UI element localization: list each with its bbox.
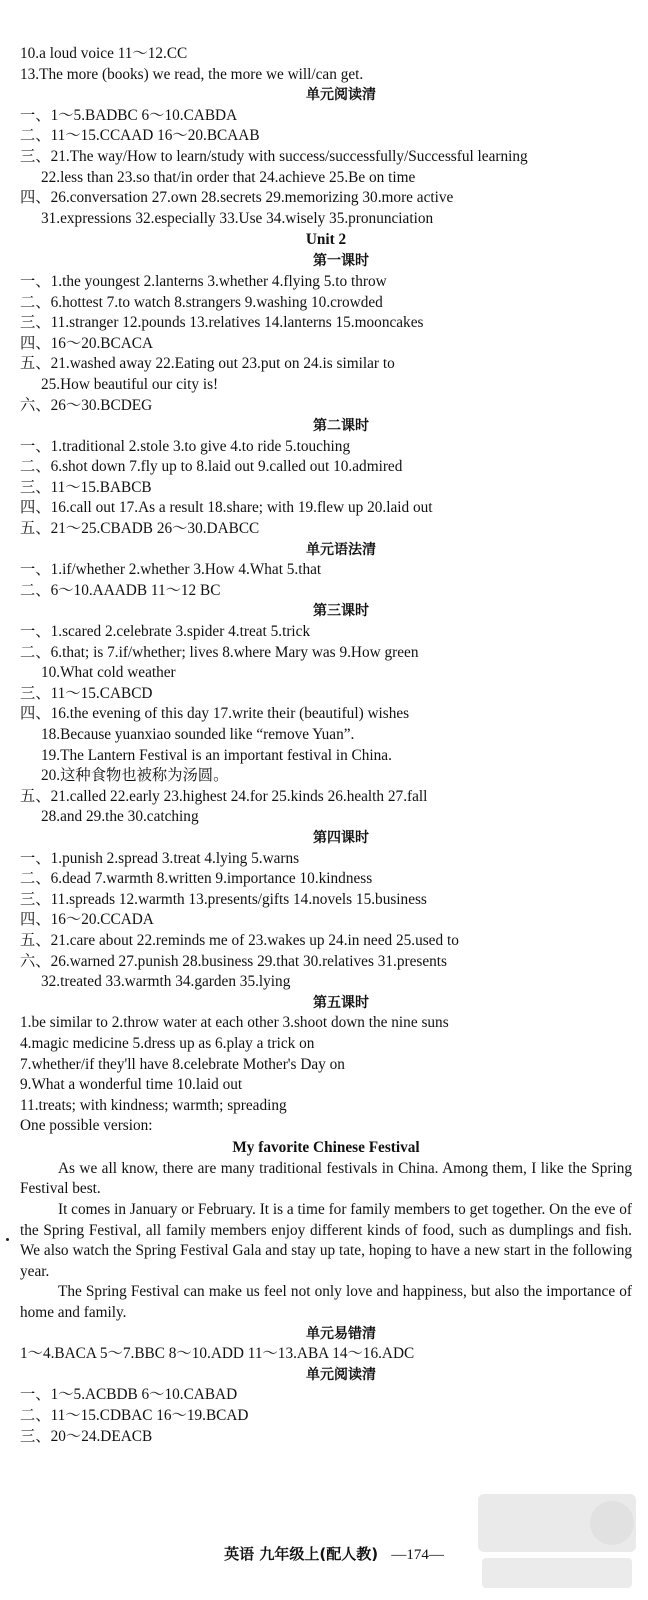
reading2-line: 一、1～5.ACBDB 6～10.CABAD <box>20 1386 238 1404</box>
reading2-title: 单元阅读清 <box>306 1366 376 1383</box>
answer-lines-top <box>20 44 632 85</box>
lesson4-line: 六、26.warned 27.punish 28.business 29.that 30.relatives 31.presents <box>20 952 447 970</box>
reading2-answers <box>20 1385 632 1447</box>
lesson3-line: 10.What cold weather <box>41 664 176 682</box>
lesson4-line: 一、1.punish 2.spread 3.treat 4.lying 5.warns <box>20 849 300 867</box>
lesson1-line: 25.How beautiful our city is! <box>41 375 219 393</box>
page-number: —174— <box>391 1547 444 1563</box>
lesson1-line: 六、26～30.BCDEG <box>20 396 153 414</box>
mistakes-line: 1～4.BACA 5～7.BBC 8～10.ADD 11～13.ABA 14～16.ADC <box>20 1345 415 1363</box>
lesson4-answers <box>20 849 632 993</box>
lesson3-line: 五、21.called 22.early 23.highest 24.for 25.kinds 26.health 27.fall <box>20 787 428 805</box>
mistakes-answers <box>20 1344 632 1365</box>
answer-page <box>20 44 632 1447</box>
footer-label: 英语 九年级上(配人教) <box>224 1545 379 1563</box>
lesson5-line: 4.magic medicine 5.dress up as 6.play a trick on <box>20 1034 315 1052</box>
lesson3-line: 三、11～15.CABCD <box>20 684 153 702</box>
reading2-line: 三、20～24.DEACB <box>20 1427 153 1445</box>
lesson2-line: 二、6.shot down 7.fly up to 8.laid out 9.called out 10.admired <box>20 458 403 476</box>
lesson1-answers <box>20 272 632 416</box>
watermark-logo <box>472 1486 642 1596</box>
unit1-reading-line: 31.expressions 32.especially 33.Use 34.wisely 35.pronunciation <box>41 209 434 227</box>
lesson3-line: 28.and 29.the 30.catching <box>41 808 199 826</box>
grammar-line: 二、6～10.AAADB 11～12 BC <box>20 581 221 599</box>
essay-title: My favorite Chinese Festival <box>232 1138 420 1156</box>
grammar-title: 单元语法清 <box>306 541 376 558</box>
unit1-reading-line: 二、11～15.CCAAD 16～20.BCAAB <box>20 127 260 145</box>
lesson5-answers <box>20 1013 632 1137</box>
lesson2-title: 第二课时 <box>313 418 369 435</box>
lesson1-line: 一、1.the youngest 2.lanterns 3.whether 4.flying 5.to throw <box>20 272 387 290</box>
lesson3-line: 一、1.scared 2.celebrate 3.spider 4.treat 5.trick <box>20 623 311 641</box>
unit1-reading-line: 一、1～5.BADBC 6～10.CABDA <box>20 106 238 124</box>
lesson2-line: 五、21～25.CBADB 26～30.DABCC <box>20 520 260 538</box>
lesson2-answers <box>20 437 632 540</box>
lesson1-line: 三、11.stranger 12.pounds 13.relatives 14.lanterns 15.mooncakes <box>20 314 424 332</box>
grammar-line: 一、1.if/whether 2.whether 3.How 4.What 5.that <box>20 561 322 579</box>
lesson1-title: 第一课时 <box>313 253 369 270</box>
lesson5-line: One possible version: <box>20 1117 153 1135</box>
lesson1-line: 四、16～20.BCACA <box>20 334 154 352</box>
answer-line: 13.The more (books) we read, the more we will/can get. <box>20 65 364 83</box>
grammar-answers <box>20 560 632 601</box>
lesson5-title: 第五课时 <box>313 994 369 1011</box>
lesson5-line: 7.whether/if they'll have 8.celebrate Mother's Day on <box>20 1055 345 1073</box>
lesson4-line: 二、6.dead 7.warmth 8.written 9.importance 10.kindness <box>20 870 373 888</box>
lesson3-line: 19.The Lantern Festival is an important festival in China. <box>41 746 392 764</box>
lesson3-title: 第三课时 <box>313 603 369 620</box>
unit1-reading-line: 22.less than 23.so that/in order that 24.achieve 25.Be on time <box>41 168 416 186</box>
lesson4-line: 四、16～20.CCADA <box>20 911 154 929</box>
lesson4-line: 三、11.spreads 12.warmth 13.presents/gifts 14.novels 15.business <box>20 890 427 908</box>
unit1-reading-line: 四、26.conversation 27.own 28.secrets 29.memorizing 30.more active <box>20 189 454 207</box>
margin-dot <box>6 1238 9 1241</box>
unit1-reading-answers <box>20 106 632 230</box>
section-unit-reading: 单元阅读清 <box>306 87 376 104</box>
lesson2-line: 一、1.traditional 2.stole 3.to give 4.to ride 5.touching <box>20 437 351 455</box>
essay-paragraph-1: As we all know, there are many traditional festivals in China. Among them, I like the Spring Festival best. <box>20 1159 632 1198</box>
unit2-title: Unit 2 <box>305 231 347 249</box>
lesson4-line: 五、21.care about 22.reminds me of 23.wakes up 24.in need 25.used to <box>20 931 459 949</box>
lesson4-line: 32.treated 33.warmth 34.garden 35.lying <box>41 973 291 991</box>
lesson3-answers <box>20 622 632 828</box>
lesson3-line: 18.Because yuanxiao sounded like “remove Yuan”. <box>41 726 355 743</box>
lesson5-line: 9.What a wonderful time 10.laid out <box>20 1076 243 1094</box>
essay-paragraph-2: It comes in January or February. It is a time for family members to get together. On the eve of the Spring Festival, all family members enjoy different kinds of food, such as dumplings and fish. We also watch the Spring Festival Gala and stay up tate, hoping to have a new start in the following year. <box>20 1201 632 1280</box>
lesson3-line: 四、16.the evening of this day 17.write their (beautiful) wishes <box>20 705 410 723</box>
lesson5-line: 11.treats; with kindness; warmth; spreading <box>20 1096 287 1114</box>
lesson3-line: 20.这种食物也被称为汤圆。 <box>41 767 229 785</box>
lesson3-line: 二、6.that; is 7.if/whether; lives 8.where Mary was 9.How green <box>20 643 419 661</box>
lesson5-line: 1.be similar to 2.throw water at each other 3.shoot down the nine suns <box>20 1014 449 1032</box>
essay-paragraph-3: The Spring Festival can make us feel not only love and happiness, but also the importance of home and family. <box>20 1283 632 1322</box>
lesson2-line: 三、11～15.BABCB <box>20 478 152 496</box>
answer-line: 10.a loud voice 11～12.CC <box>20 45 188 62</box>
lesson4-title: 第四课时 <box>313 829 369 846</box>
lesson1-line: 二、6.hottest 7.to watch 8.strangers 9.washing 10.crowded <box>20 293 383 311</box>
mistakes-title: 单元易错清 <box>306 1325 376 1342</box>
lesson2-line: 四、16.call out 17.As a result 18.share; with 19.flew up 20.laid out <box>20 499 433 517</box>
reading2-line: 二、11～15.CDBAC 16～19.BCAD <box>20 1407 249 1424</box>
unit1-reading-line: 三、21.The way/How to learn/study with success/successfully/Successful learning <box>20 147 528 165</box>
lesson1-line: 五、21.washed away 22.Eating out 23.put on 24.is similar to <box>20 355 395 373</box>
